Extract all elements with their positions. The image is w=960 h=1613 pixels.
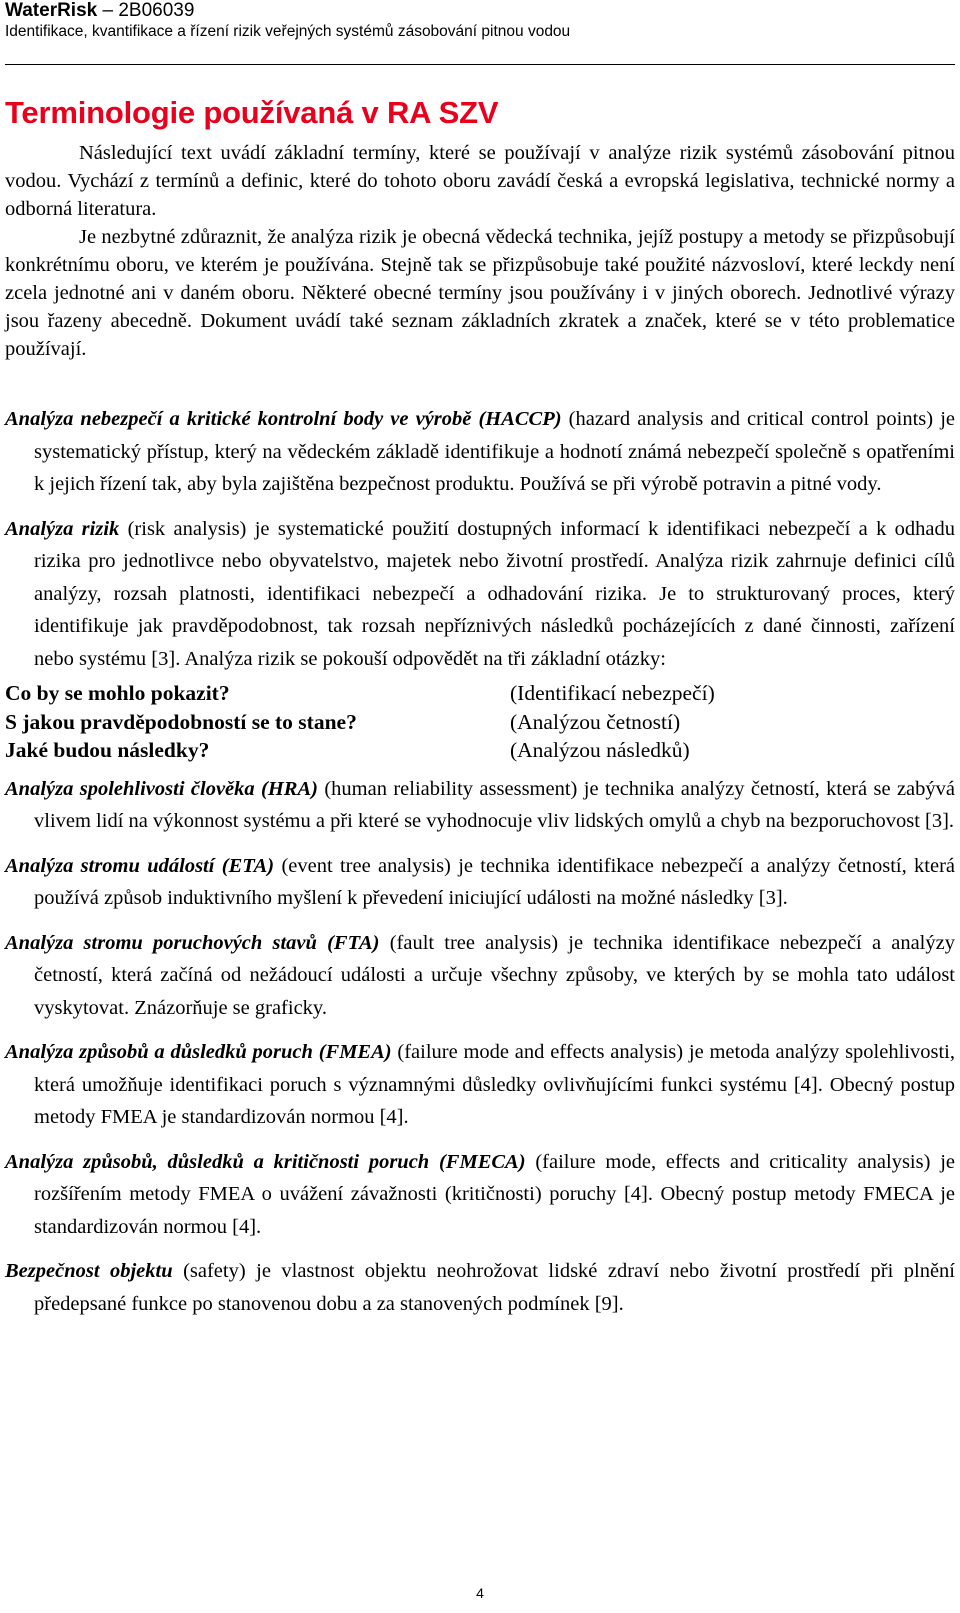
definition-fmeca xyxy=(5,1146,955,1244)
definition-text: (safety) je vlastnost objektu neohrožovat lidské zdraví nebo životní prostředí při plnění předepsané funkce po stanovenou dobu a za stanovených podmínek [9]. xyxy=(34,1260,955,1315)
question-answer: (Identifikací nebezpečí) xyxy=(510,681,715,705)
definition-term: Analýza rizik xyxy=(5,517,120,540)
definition-hra xyxy=(5,773,955,838)
question-row xyxy=(5,708,955,737)
page-title: Terminologie používaná v RA SZV xyxy=(5,95,499,130)
definition-term: Bezpečnost objektu xyxy=(5,1260,173,1282)
definition-fmea xyxy=(5,1036,955,1134)
intro-paragraph-2: Je nezbytné zdůraznit, že analýza rizik je obecná vědecká technika, jejíž postupy a metody se přizpůsobují konkrétnímu oboru, ve kterém je používána. Stejně tak se přizpůsobuje také použité názvosloví, které leckdy není zcela jednotné ani v daném oboru. Některé obecné termíny jsou používány i v jiných oborech. Jednotlivé výrazy jsou řazeny abecedně. Dokument uvádí také seznam základních zkratek a značek, které se v této problematice používají. xyxy=(5,226,955,360)
definition-fta xyxy=(5,927,955,1025)
definition-text: (failure mode, effects and criticality analysis) je rozšířením metody FMEA o uvážení závažnosti (kritičnosti) poruchy [4]. Obecný postup metody FMECA je standardizován normou [4]. xyxy=(34,1150,955,1238)
intro-section xyxy=(5,139,955,363)
definition-text: (human reliability assessment) je technika analýzy četností, která se zabývá vlivem lidí na výkonnost systému a při které se vyhodnocuje vliv lidských omylů a chyb na bezporuchovost [3]. xyxy=(34,777,955,832)
definition-term: Analýza způsobů a důsledků poruch (FMEA) xyxy=(5,1041,392,1063)
header-project-line xyxy=(5,0,955,22)
question-text: S jakou pravděpodobností se to stane? xyxy=(5,709,357,734)
question-answer: (Analýzou četností) xyxy=(510,709,681,734)
basic-questions xyxy=(5,679,955,765)
definition-term: Analýza spolehlivosti člověka (HRA) xyxy=(5,777,318,800)
running-header xyxy=(5,0,955,42)
definition-haccp xyxy=(5,403,955,501)
definition-text: (event tree analysis) je technika identifikace nebezpečí a analýzy četností, která používá způsob induktivního myšlení k převedení iniciující události na možné následky [3]. xyxy=(34,854,956,909)
header-divider xyxy=(5,64,955,65)
question-text: Co by se mohlo pokazit? xyxy=(5,681,230,705)
definition-term: Analýza stromu poruchových stavů (FTA) xyxy=(5,931,380,954)
question-row xyxy=(5,736,955,765)
definition-text: (risk analysis) je systematické použití dostupných informací k identifikaci nebezpečí a k odhadu rizika pro jednotlivce nebo obyvatelstvo, majetek nebo životní prostředí. Analýza rizik zahrnuje definici cílů analýzy, rozsah platnosti, identifikaci nebezpečí a odhadování rizika. Je to strukturovaný proces, který identifikuje jak pravděpodobnost, tak rozsah nepříznivých následků pocházejících z dané činnosti, zařízení nebo systému [3]. Analýza rizik se pokouší odpovědět na tři základní otázky: xyxy=(34,517,955,670)
header-code: 2B06039 xyxy=(118,0,195,21)
header-separator: – xyxy=(97,0,119,21)
definition-text: (fault tree analysis) je technika identifikace nebezpečí a analýzy četností, která začíná od nežádoucí události a určuje všechny způsoby, ve kterých by se mohla tato událost vyskytovat. Znázorňuje se graficky. xyxy=(34,931,955,1019)
question-row xyxy=(5,679,955,708)
header-subtitle: Identifikace, kvantifikace a řízení rizik veřejných systémů zásobování pitnou vodou xyxy=(5,23,571,40)
question-answer: (Analýzou následků) xyxy=(510,738,690,762)
definition-eta xyxy=(5,850,955,915)
header-project: WaterRisk xyxy=(5,0,98,21)
intro-paragraph-1: Následující text uvádí základní termíny, které se používají v analýze rizik systémů zásobování pitnou vodou. Vychází z termínů a definic, které do tohoto oboru zavádí česká a evropská legislativa, technické normy a odborná literatura. xyxy=(5,142,955,220)
definition-term: Analýza stromu událostí (ETA) xyxy=(5,854,275,877)
definition-risk-analysis xyxy=(5,513,955,676)
definition-text: (failure mode and effects analysis) je metoda analýzy spolehlivosti, která umožňuje identifikaci poruch s významnými důsledky ovlivňujícími funkci systému [4]. Obecný postup metody FMEA je standardizován normou [4]. xyxy=(34,1041,955,1128)
definition-term: Analýza způsobů, důsledků a kritičnosti poruch (FMECA) xyxy=(5,1150,526,1173)
definition-text: (hazard analysis and critical control points) je systematický přístup, který na vědeckém základě identifikuje a hodnotí známá nebezpečí společně s opatřeními k jejich řízení tak, aby byla zajištěna bezpečnost produktu. Používá se při výrobě potravin a pitné vody. xyxy=(34,408,955,495)
definition-object-safety xyxy=(5,1255,955,1320)
page-number: 4 xyxy=(476,1585,484,1601)
definitions-list xyxy=(5,403,955,1332)
question-text: Jaké budou následky? xyxy=(5,738,210,762)
definition-term: Analýza nebezpečí a kritické kontrolní body ve výrobě (HACCP) xyxy=(5,408,562,430)
